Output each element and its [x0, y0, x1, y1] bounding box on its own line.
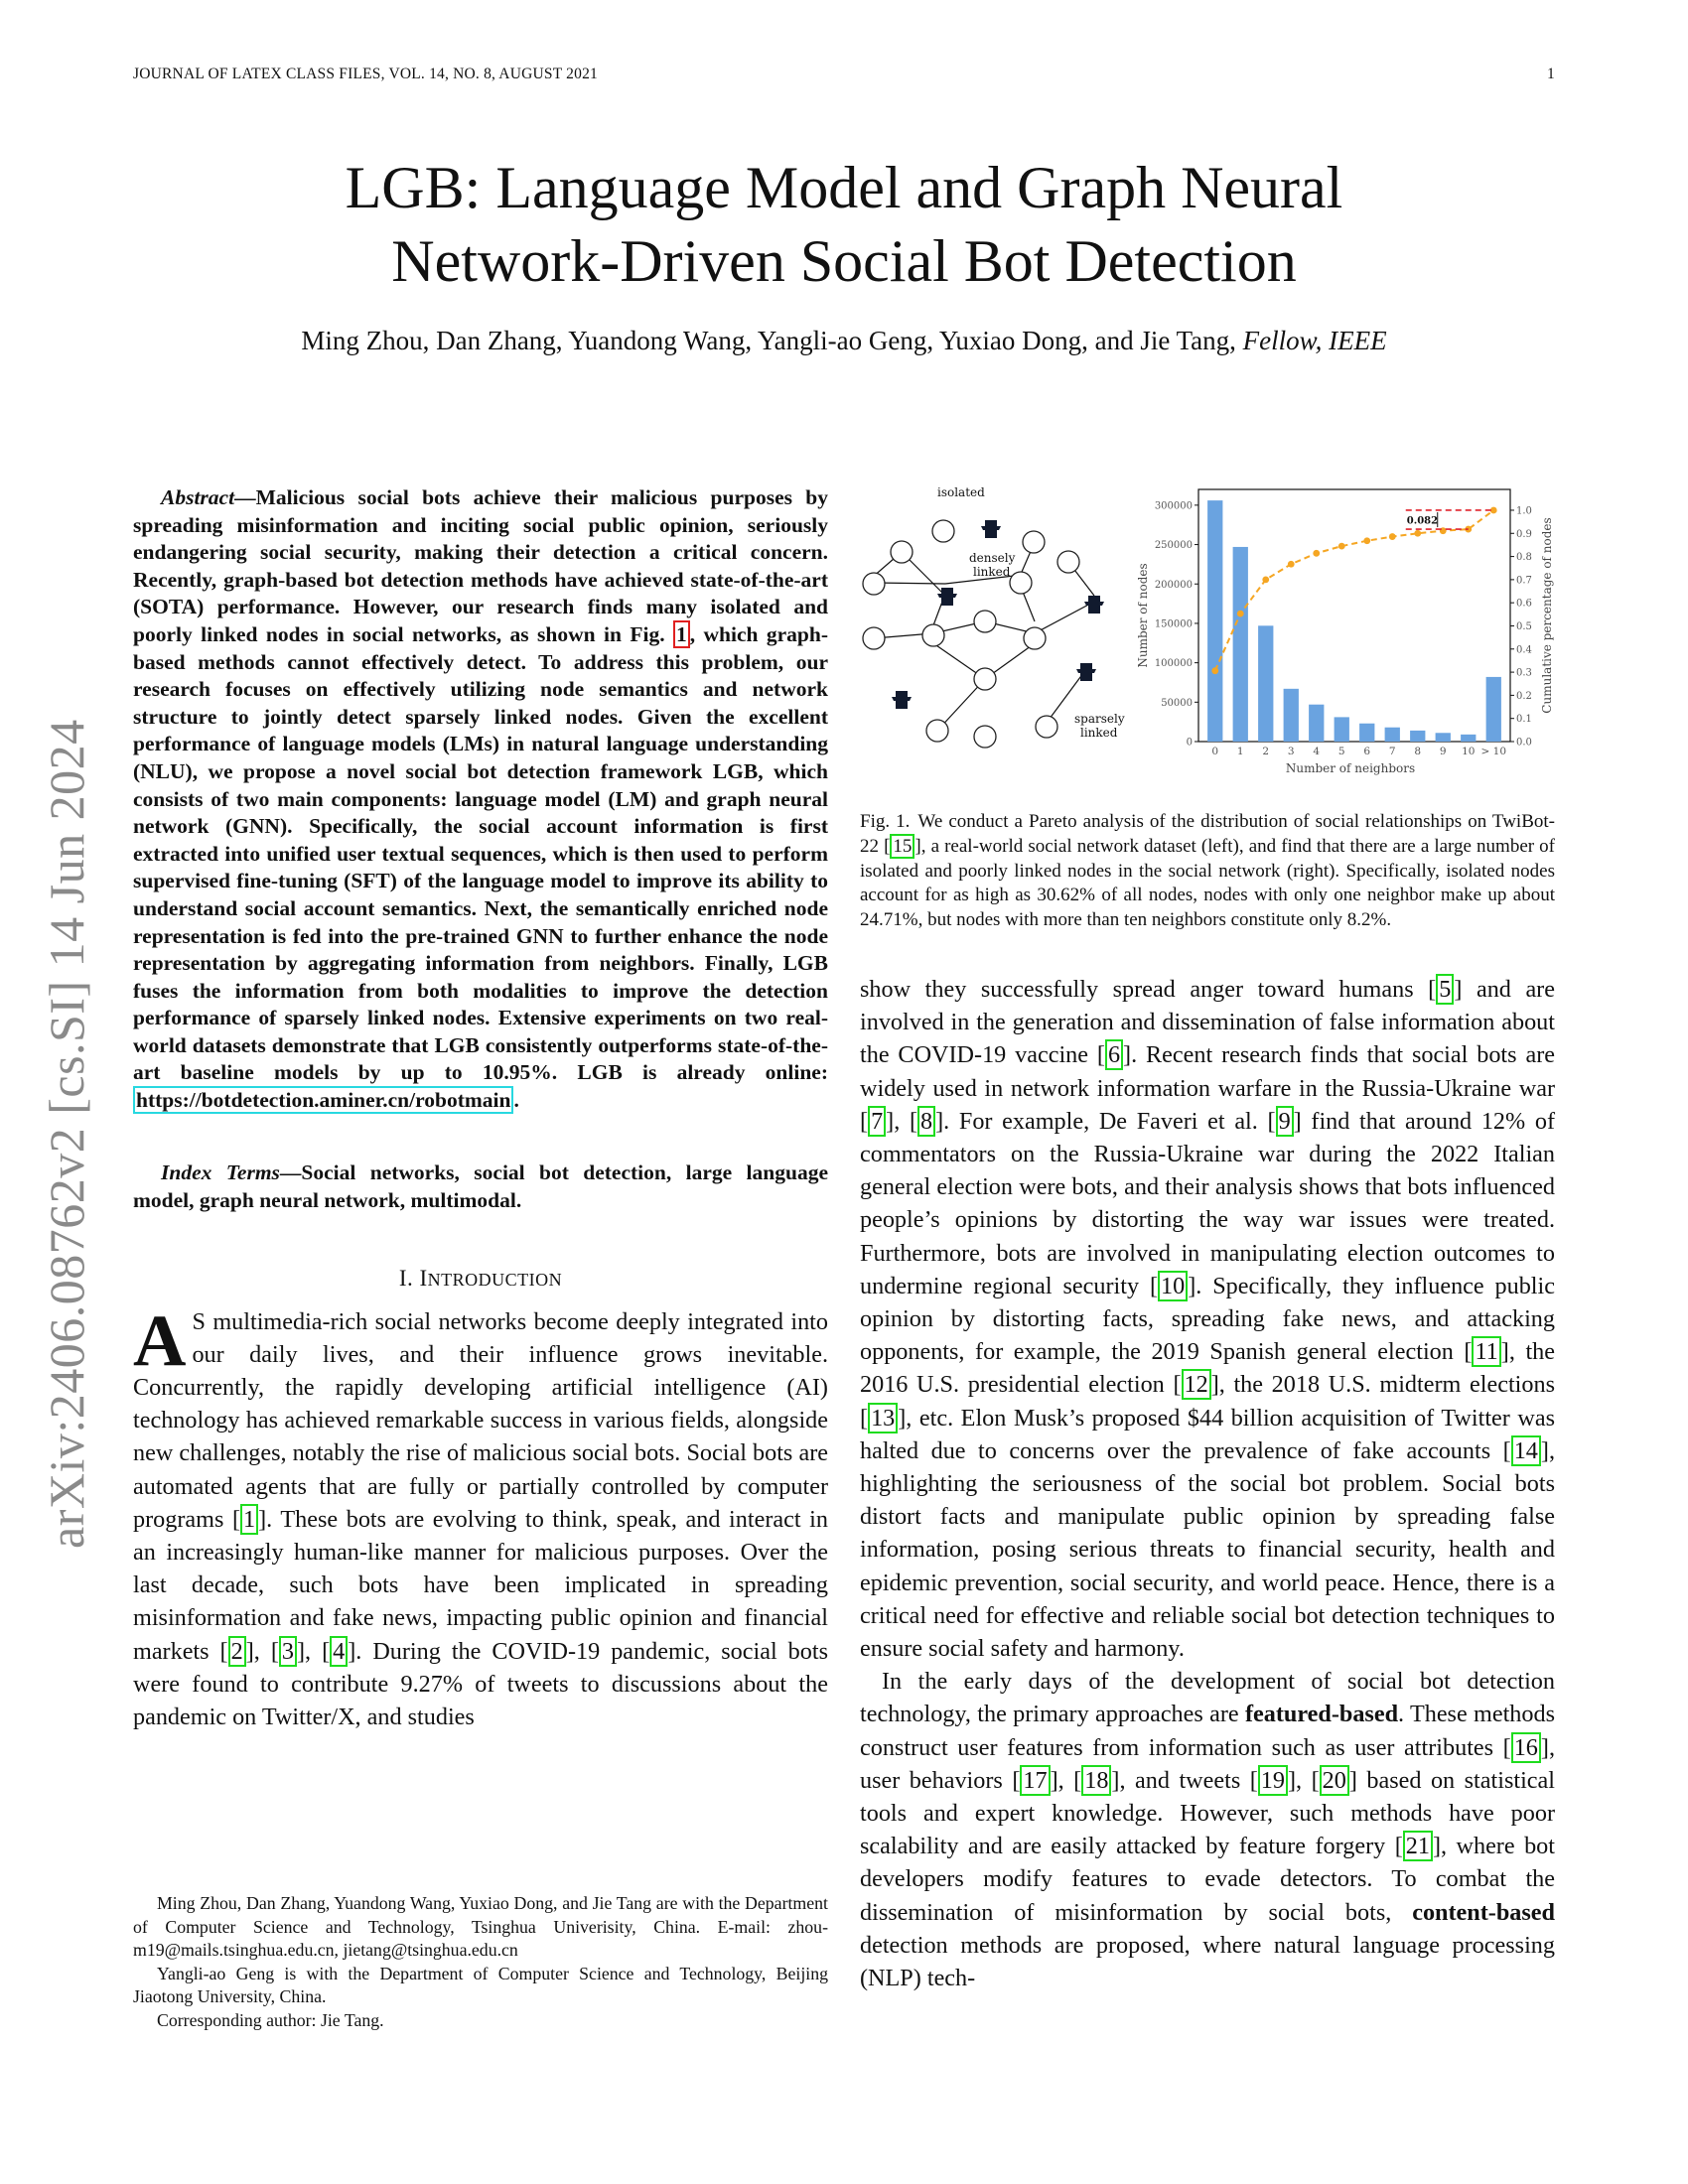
- citation-link[interactable]: 16: [1511, 1732, 1541, 1763]
- x-tick-label: 7: [1388, 746, 1396, 757]
- author-footnote: [133, 1892, 828, 2032]
- intro-paragraph: [133, 1299, 829, 1734]
- text: ]. For example, De Faveri et al. [: [935, 1107, 1276, 1135]
- data-point: [1414, 530, 1421, 537]
- caption-label: Fig. 1.: [860, 811, 911, 832]
- citation-link[interactable]: 7: [868, 1106, 886, 1137]
- y2-tick-label: 1.0: [1516, 505, 1532, 517]
- text: In the early days of the development of social bot detection technology, the primary approaches are: [860, 1668, 1555, 1728]
- abstract-text-end: .: [513, 1088, 519, 1113]
- arxiv-stamp: arXiv:2406.08762v2 [cs.SI] 14 Jun 2024: [39, 719, 94, 1549]
- figure-1-caption: [860, 810, 1555, 933]
- human-avatar-icon: [974, 611, 996, 632]
- bar: [1335, 717, 1349, 742]
- online-url-link[interactable]: https://botdetection.aminer.cn/robotmain: [133, 1086, 513, 1114]
- label-sparsely: sparsely: [1074, 712, 1125, 726]
- text: ], user behaviors [: [860, 1733, 1555, 1794]
- bold-term: featured-based: [1244, 1701, 1399, 1728]
- annotation-label: 0.082: [1406, 515, 1439, 527]
- bar: [1385, 728, 1400, 742]
- y2-axis-label: Cumulative percentage of nodes: [1540, 517, 1554, 714]
- running-header: [133, 66, 1555, 83]
- citation-link[interactable]: 17: [1020, 1765, 1050, 1796]
- journal-name: JOURNAL OF LATEX CLASS FILES, VOL. 14, NO. 8, AUGUST 2021: [133, 66, 598, 82]
- bold-term: content-based: [1412, 1898, 1555, 1926]
- section-title-rest: NTRODUCTION: [427, 1269, 563, 1290]
- robot-avatar-icon: [863, 627, 885, 649]
- data-point: [1211, 667, 1218, 674]
- data-point: [1237, 611, 1244, 617]
- y2-tick-label: 0.5: [1516, 620, 1532, 632]
- y-tick-label: 50000: [1161, 697, 1193, 709]
- text: ], [: [886, 1107, 917, 1135]
- bar: [1410, 731, 1425, 742]
- y2-tick-label: 0.1: [1516, 714, 1532, 726]
- text: show they successfully spread anger toward humans [: [860, 976, 1437, 1003]
- x-axis-ticks: [1211, 746, 1506, 757]
- text: ]. During the COVID-19 pandemic, social bots were found to contribute 9.27% of tweets to discussions about the pandemic on Twitter/X, and studies: [133, 1637, 829, 1731]
- figure-reference-link[interactable]: 1: [673, 620, 690, 648]
- cumulative-line-series: [1211, 507, 1496, 675]
- bot-icon: [1084, 596, 1104, 614]
- section-number: I.: [398, 1265, 420, 1291]
- label-sparsely-linked: linked: [1080, 726, 1118, 740]
- human-avatar-icon: [926, 720, 948, 742]
- label-densely: densely: [969, 551, 1016, 565]
- y2-tick-label: 0.8: [1516, 552, 1532, 564]
- y-tick-label: 0: [1186, 737, 1193, 749]
- citation-link[interactable]: 18: [1081, 1765, 1111, 1796]
- text: ], [: [296, 1637, 331, 1665]
- y2-tick-label: 0.4: [1516, 644, 1532, 656]
- data-point: [1389, 533, 1396, 540]
- citation-link[interactable]: 9: [1276, 1106, 1294, 1137]
- citation-link[interactable]: 2: [228, 1636, 246, 1667]
- footnote-corresponding: Corresponding author: Jie Tang.: [157, 2009, 384, 2030]
- title-line-1: LGB: Language Model and Graph Neural: [345, 155, 1343, 220]
- text: ] find that around 12% of commentators on the Russia-Ukraine war during the 2022 Italian general election were bots, and their analysis shows that bots influenced people’s opinions by distorting the way war issues were treated. Furthermore, bots are involved in manipulating election outcomes to undermine regional security [: [860, 1107, 1556, 1299]
- text: ], the 2018 U.S. midterm elections [: [860, 1371, 1555, 1432]
- footnote-affiliation-1: Ming Zhou, Dan Zhang, Yuandong Wang, Yuxiao Dong, and Jie Tang are with the Department of Computer Science and Technology, Tsinghua Univerisity, China. E-mail: zhou-m19@mails.tsinghua.edu.cn, jietang@tsinghua.edu.cn: [133, 1893, 828, 1960]
- figure-1: [860, 484, 1555, 782]
- citation-link[interactable]: 15: [890, 834, 914, 859]
- footnote-affiliation-2: Yangli-ao Geng is with the Department of Computer Science and Technology, Beijing Jiaotong University, China.: [133, 1963, 828, 2006]
- author-suffix: Fellow, IEEE: [1242, 326, 1387, 355]
- citation-link[interactable]: 13: [868, 1403, 898, 1433]
- abstract: [133, 484, 828, 1115]
- x-tick-label: 10: [1462, 746, 1476, 757]
- paper-title: [0, 151, 1688, 298]
- x-tick-label: 5: [1337, 746, 1345, 757]
- human-avatar-icon: [1057, 551, 1079, 573]
- x-tick-label: 1: [1236, 746, 1244, 757]
- bot-icon: [892, 691, 912, 709]
- x-tick-label: 6: [1363, 746, 1371, 757]
- y2-tick-label: 0.7: [1516, 575, 1532, 587]
- y-tick-label: 150000: [1154, 618, 1193, 630]
- text: ], [: [245, 1637, 279, 1665]
- citation-link[interactable]: 20: [1320, 1765, 1349, 1796]
- citation-link[interactable]: 6: [1105, 1039, 1123, 1070]
- index-terms-label: Index Terms: [161, 1160, 280, 1184]
- text: ], etc. Elon Musk’s proposed $44 billion acquisition of Twitter was halted due to concerns over the prevalence of fake accounts [: [860, 1404, 1555, 1464]
- text: detection methods are proposed, where natural language processing (NLP) tech-: [860, 1931, 1555, 1992]
- bar: [1436, 733, 1451, 742]
- bar: [1461, 735, 1476, 742]
- text: ], where bot developers modify features to evade detectors. To combat the dissemination of misinformation by social bots,: [860, 1833, 1555, 1926]
- citation-link[interactable]: 3: [279, 1636, 297, 1667]
- index-terms-text: —Social networks, social bot detection, large language model, graph neural network, multimodal.: [133, 1160, 828, 1212]
- text: ] based on statistical tools and expert knowledge. However, such methods have poor scalability and are easily attacked by feature forgery [: [860, 1766, 1555, 1860]
- left-axis-ticks: [1155, 500, 1198, 748]
- human-avatar-icon: [1010, 572, 1032, 594]
- citation-link[interactable]: 5: [1436, 974, 1454, 1005]
- text: . These methods construct user features from information such as user attributes [: [860, 1701, 1555, 1761]
- human-avatar-icon: [922, 624, 944, 646]
- y-axis-label: Number of nodes: [1136, 563, 1150, 668]
- x-tick-label: 8: [1414, 746, 1422, 757]
- bar: [1486, 677, 1501, 742]
- human-avatar-icon: [932, 520, 954, 542]
- title-line-2: Network-Driven Social Bot Detection: [391, 228, 1297, 294]
- x-tick-label: 2: [1262, 746, 1270, 757]
- y-tick-label: 100000: [1154, 658, 1193, 670]
- y-tick-label: 200000: [1154, 579, 1193, 591]
- y2-tick-label: 0.6: [1516, 598, 1532, 610]
- page-number: 1: [1547, 66, 1555, 82]
- text: ], and tweets [: [1111, 1766, 1258, 1794]
- bar: [1284, 689, 1299, 742]
- abstract-text: , which graph-based methods cannot effectively detect. To address this problem, our research focuses on effectively utilizing node semantics and network structure to jointly detect sparsely linked nodes. Given the excellent performance of language models (LMs) in natural language understanding (NLU), we propose a novel social bot detection framework LGB, which consists of two main components: language model (LM) and graph neural network (GNN). Specifically, the social account information is first extracted into unified user textual sequences, which is then used to perform supervised fine-tuning (SFT) of the language model to improve its ability to understand social account semantics. Next, the semantically enriched node representation is fed into the pre-trained GNN to further enhance the node representation by aggregating information from neighbors. Finally, LGB fuses the information from both modalities to improve the detection performance of sparsely linked nodes. Extensive experiments on two real-world datasets demonstrate that LGB consistently outperforms state-of-the-art baseline models by up to 10.95%. LGB is already online:: [133, 621, 829, 1085]
- right-axis-ticks: [1510, 505, 1532, 748]
- citation-link[interactable]: 11: [1472, 1336, 1500, 1367]
- data-point: [1313, 550, 1320, 557]
- robot-avatar-icon: [974, 668, 996, 690]
- robot-avatar-icon: [974, 726, 996, 748]
- human-avatar-icon: [1036, 716, 1057, 738]
- bar: [1207, 500, 1222, 742]
- x-tick-label: 9: [1439, 746, 1447, 757]
- bar: [1309, 705, 1324, 742]
- robot-avatar-icon: [1023, 531, 1045, 553]
- y-tick-label: 300000: [1154, 500, 1193, 512]
- text: ], [: [1287, 1766, 1320, 1794]
- text: ]. Specifically, they influence public opinion by distorting facts, spreading fake news, and attacking opponents, for example, the 2019 Spanish general election [: [860, 1272, 1555, 1366]
- text: ], the 2016 U.S. presidential election [: [860, 1338, 1555, 1399]
- diagram-nodes: [863, 485, 1125, 748]
- paragraph-early-days: [860, 1665, 1555, 1994]
- x-tick-label: 4: [1313, 746, 1321, 757]
- bot-icon: [981, 520, 1001, 538]
- pareto-chart: [1136, 489, 1554, 775]
- label-linked: linked: [973, 565, 1011, 579]
- section-title-initial: I: [419, 1265, 428, 1291]
- citation-link[interactable]: 4: [330, 1636, 348, 1667]
- index-terms: [133, 1159, 828, 1214]
- x-axis-label: Number of neighbors: [1285, 761, 1416, 775]
- citation-link[interactable]: 14: [1511, 1435, 1541, 1466]
- left-column: [133, 484, 828, 1733]
- bar: [1359, 724, 1374, 742]
- human-avatar-icon: [863, 573, 885, 595]
- y2-tick-label: 0.9: [1516, 528, 1532, 540]
- citation-link[interactable]: 8: [917, 1106, 935, 1137]
- dropcap: A: [133, 1299, 187, 1382]
- data-point: [1490, 507, 1497, 514]
- bar-series: [1207, 500, 1501, 742]
- text: ]. Recent research finds that social bots are widely used in network information warfare in the Russia-Ukraine war [: [860, 1041, 1555, 1135]
- data-point: [1262, 576, 1269, 583]
- robot-avatar-icon: [1024, 627, 1046, 649]
- caption-text: We conduct a Pareto analysis of the distribution of social relationships on TwiBot-22 [: [860, 811, 1555, 857]
- abstract-text: —Malicious social bots achieve their malicious purposes by spreading misinformation and inciting social public opinion, seriously endangering social security, making their detection a critical concern. Recently, graph-based bot detection methods have achieved state-of-the-art (SOTA) performance. However, our research finds many isolated and poorly linked nodes in social networks, as shown in Fig.: [133, 485, 828, 646]
- author-names: Ming Zhou, Dan Zhang, Yuandong Wang, Yangli-ao Geng, Yuxiao Dong, and Jie Tang,: [301, 326, 1243, 355]
- text: ], [: [1050, 1766, 1082, 1794]
- right-column: [860, 973, 1555, 1994]
- bar: [1233, 547, 1248, 742]
- data-point: [1338, 543, 1345, 550]
- citation-link[interactable]: 10: [1158, 1271, 1188, 1301]
- data-point: [1363, 537, 1370, 544]
- y2-tick-label: 0.3: [1516, 667, 1532, 679]
- figure-1-graphic: [860, 484, 1555, 782]
- caption-text: ], a real-world social network dataset (left), and find that there are a large number of isolated and poorly linked nodes in the social network (right). Specifically, isolated nodes account for as high as 30.62% of all nodes, nodes with only one neighbor make up about 24.71%, but nodes with more than ten neighbors constitute only 8.2%.: [860, 835, 1556, 931]
- text: S multimedia-rich social networks become deeply integrated into our daily lives, and their influence grows inevitable. Concurrently, the rapidly developing artificial intelligence (AI) technology has achieved remarkable success in various fields, alongside new challenges, notably the rise of malicious social bots. Social bots are automated agents that are fully or partially controlled by computer programs [: [133, 1307, 828, 1533]
- x-tick-label: 0: [1211, 746, 1219, 757]
- y2-tick-label: 0.2: [1516, 690, 1532, 702]
- y-tick-label: 250000: [1154, 540, 1193, 552]
- data-point: [1288, 561, 1295, 568]
- text: ], highlighting the seriousness of the social bot problem. Social bots distort facts and manipulate public opinion by spreading false information, posing serious threats to financial security, health and epidemic prevention, social security, and world peace. Hence, there is a critical need for effective and reliable social bot detection techniques to ensure social safety and harmony.: [860, 1436, 1555, 1663]
- abstract-label: Abstract: [161, 485, 235, 509]
- robot-avatar-icon: [891, 541, 913, 563]
- x-tick-label: 3: [1287, 746, 1295, 757]
- intro-paragraph-continued: [860, 973, 1555, 1665]
- y2-tick-label: 0.0: [1516, 737, 1532, 749]
- author-list: [0, 326, 1688, 356]
- label-isolated: isolated: [937, 485, 985, 499]
- x-tick-label: > 10: [1480, 746, 1506, 757]
- bar: [1258, 625, 1273, 742]
- citation-link[interactable]: 1: [240, 1504, 258, 1535]
- citation-link[interactable]: 12: [1182, 1369, 1211, 1400]
- text: ] and are involved in the generation and dissemination of false information about the COVID-19 vaccine [: [860, 976, 1555, 1069]
- section-heading-introduction: [133, 1266, 828, 1292]
- text: ]. These bots are evolving to think, speak, and interact in an increasingly human-like manner for malicious purposes. Over the last decade, such bots have been implicated in spreading misinformation and fake news, impacting public opinion and financial markets [: [133, 1505, 828, 1665]
- citation-link[interactable]: 19: [1258, 1765, 1288, 1796]
- citation-link[interactable]: 21: [1403, 1831, 1433, 1861]
